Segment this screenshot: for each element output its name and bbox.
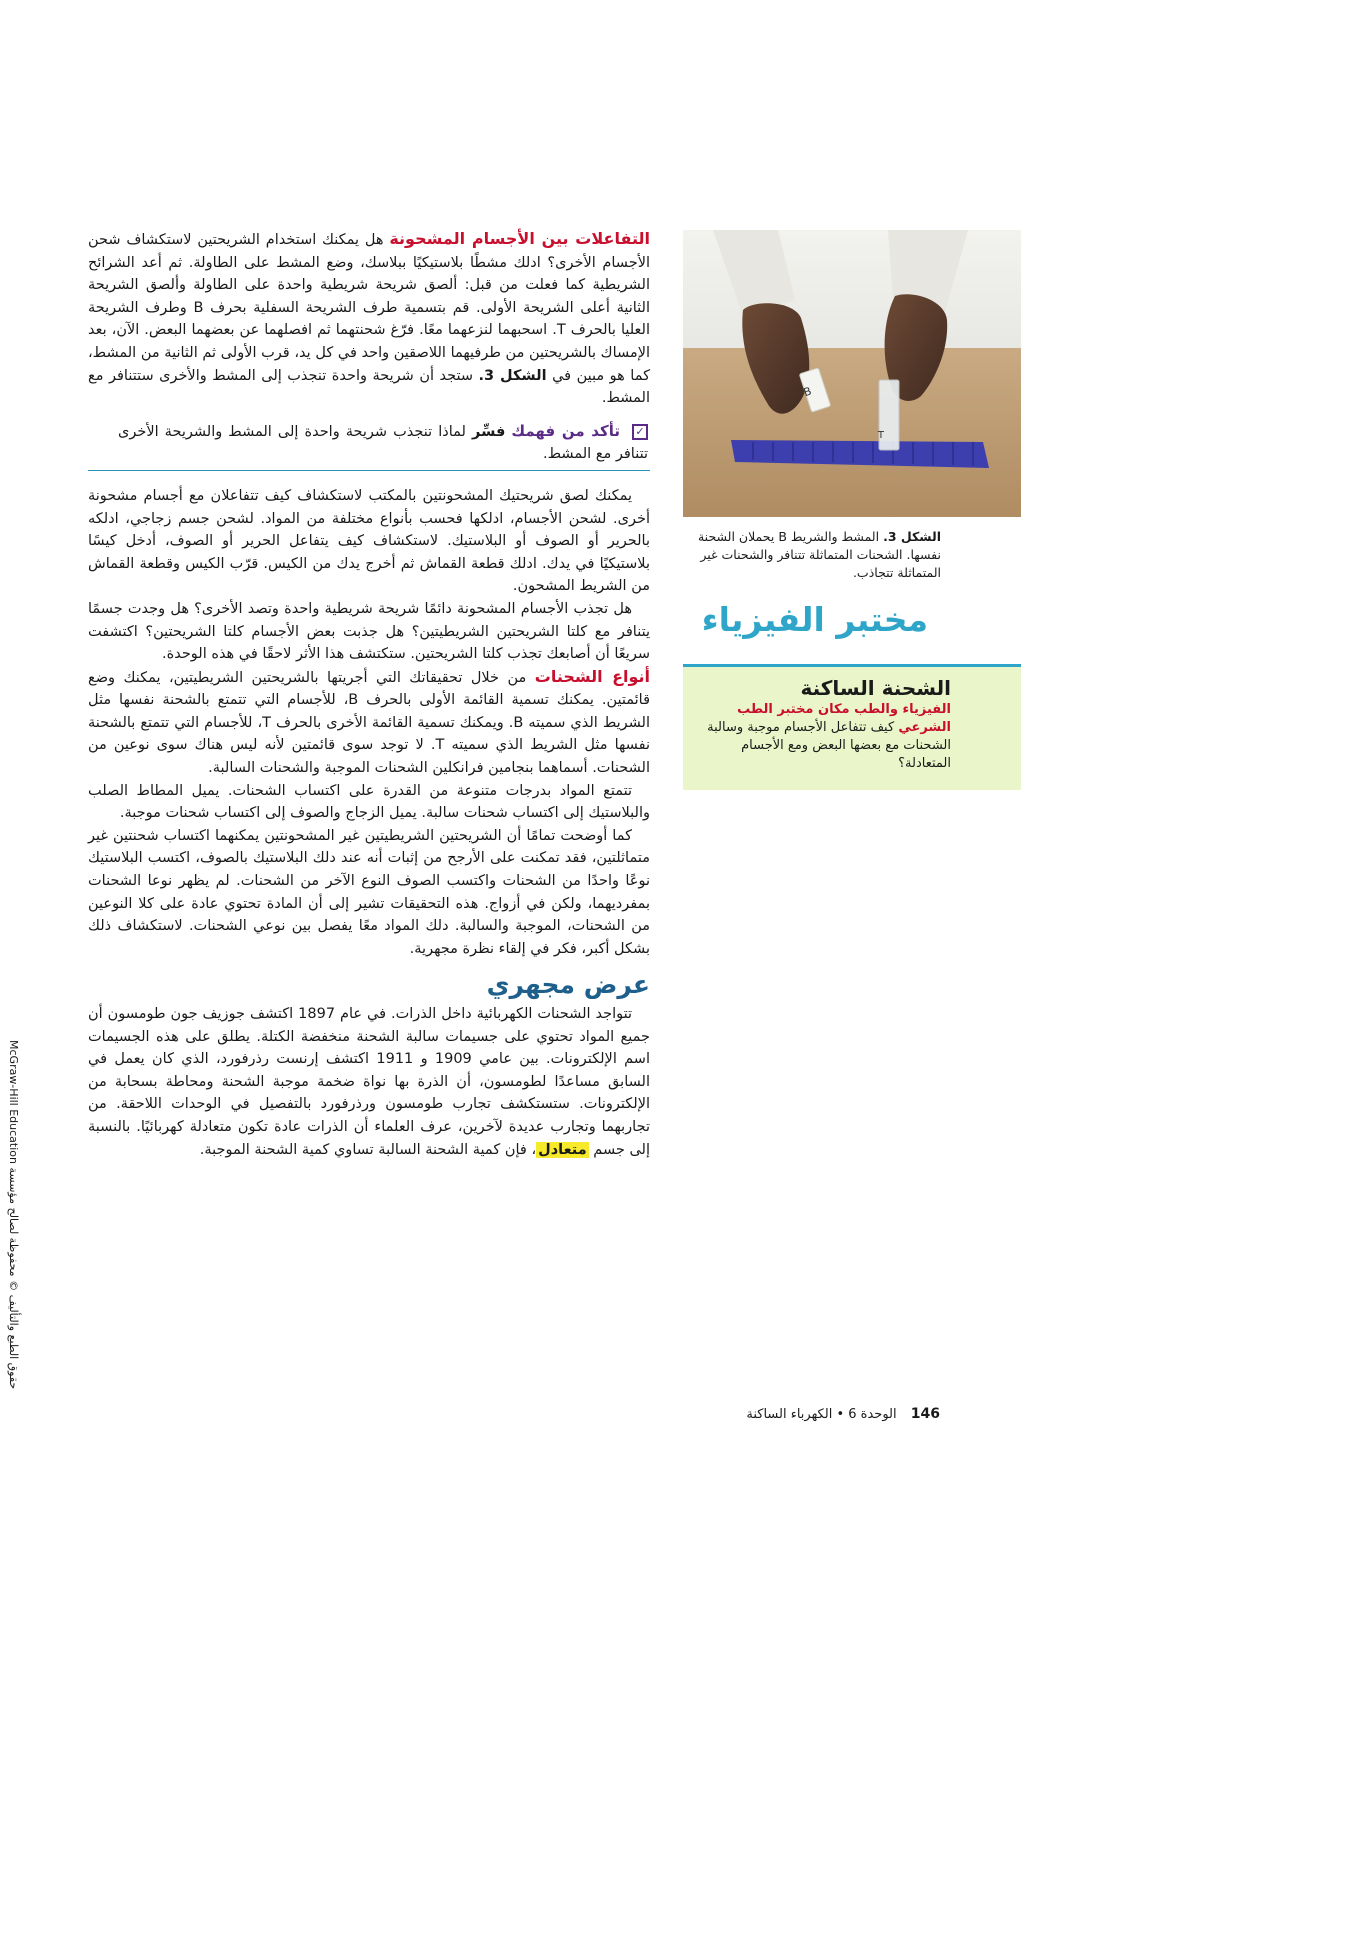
figure-reference[interactable]: الشكل 3. [478,367,547,384]
paragraph-3: هل تجذب الأجسام المشحونة دائمًا شريحة شريطية واحدة وتصد الأخرى؟ هل وجدت جسمًا يتنافر مع كلتا الشريحتين الشريطيتين؟ هل جذبت بعض الأجسام كلتا الشريحتين؟ اكتشفت سريعًا أن أصابعك تجذب كلتا الشريحتين. ستكتشف هذا الأثر لاحقًا في هذه الوحدة. [88,600,650,663]
main-text-column [88,228,650,1161]
lab-box-body [703,701,951,773]
paragraph-text: تتواجد الشحنات الكهربائية داخل الذرات. في عام 1897 اكتشف جوزيف جون طومسون أن جميع المواد تحتوي على جسيمات سالبة الشحنة منخفضة الكتلة. يطلق على هذه الجسيمات اسم الإلكترونات. بين عامي 1909 و 1911 اكتشف إرنست رذرفورد، الذي كان يعمل في السابق مساعدًا لطومسون، أن الذرة بها نواة ضخمة موجبة الشحنة ومحاطة بسحابة من الإلكترونات. ستستكشف تجارب طومسون ورذرفورد بالتفصيل في الوحدات اللاحقة. من تجاربهما وتجارب عديدة لآخرين، عرف العلماء أن الذرات عادة تكون متعادلة كهربائيًا. بالنسبة إلى جسم [88,1006,650,1158]
paragraph-text: ستجد أن شريحة واحدة تنجذب إلى المشط والأخرى ستتنافر مع المشط. [88,367,650,407]
copyright-vertical: حقوق الطبع والتأليف © محفوظة لصالح مؤسسة McGraw-Hill Education [7,1040,20,1390]
page-footer [640,1406,940,1422]
lab-box-title: الشحنة الساكنة [800,676,951,700]
heading-interactions: التفاعلات بين الأجسام المشحونة [389,229,650,248]
paragraph-7 [88,1003,650,1161]
strip-label-t: T [877,430,884,441]
heading-types: أنواع الشحنات [534,666,651,686]
check-understanding-box [88,420,650,471]
check-text: لماذا تنجذب شريحة واحدة إلى المشط والشريحة الأخرى تتنافر مع المشط. [118,423,648,463]
lab-box[interactable] [683,664,1021,790]
check-label: تأكد من فهمك [511,421,620,440]
photo-illustration [683,230,1021,517]
checkbox-icon: ✓ [632,424,648,440]
caption-label: الشكل 3. [883,529,941,544]
paragraph-text: من خلال تحقيقاتك التي أجريتها بالشريحتين الشريطيتين، يمكنك وضع قائمتين. يمكنك تسمية القائمة الأولى بالحرف B، للأجسام التي تتمتع بالشحنة نفسها مثل الشريط الذي سميته B. ويمكنك تسمية القائمة الأخرى بالحرف T، للأجسام التي تتمتع بالشحنة نفسها مثل الشريط الذي سميته T. لا توجد سوى قائمتين لأنه ليس هناك سوى نوعين من الشحنات. أسماهما بنجامين فرانكلين الشحنات الموجبة والشحنات السالبة. [88,669,650,777]
vocabulary-term[interactable]: متعادل [538,1141,587,1158]
check-explain-word: فسِّر [472,423,506,440]
footer-unit: الوحدة 6 • الكهرباء الساكنة [746,1407,897,1422]
paragraph-text: ، فإن كمية الشحنة السالبة تساوي كمية الشحنة الموجبة. [199,1141,537,1158]
section-title-microscopic: عرض مجهري [486,970,650,1000]
paragraph-types [88,666,650,780]
lab-link[interactable]: الفيزياء والطب مكان مختبر الطب الشرعي [737,702,951,735]
caption-text: المشط والشريط B يحملان الشحنة نفسها. الشحنات المتماثلة تتنافر والشحنات غير المتماثلة تتجاذب. [697,529,941,580]
physics-lab-title: مختبر الفيزياء [701,600,928,639]
paragraph-2: يمكنك لصق شريحتيك المشحونتين بالمكتب لاستكشاف كيف تتفاعلان مع أجسام مشحونة أخرى. لشحن الأجسام، ادلكها فحسب بأنواع مختلفة من المواد. لشحن جسم زجاجي، ادلكه بالحرير أو الصوف أو البلاستيك. لاستكشاف كيف يتفاعل الحرير أو الصوف، أدخل كيسًا بلاستيكيًا في يدك. ادلك قطعة القماش ثم أخرج يدك من الكيس. قرّب الكيس وقطعة القماش من الشريط المشحون. [88,487,650,595]
strip-label-b: B [801,384,814,400]
paragraph-6: كما أوضحت تمامًا أن الشريحتين الشريطيتين غير المشحونتين يمكنهما اكتساب شحنتين غير متماثلتين، فقد تمكنت على الأرجح من إثبات أنه عند دلك البلاستيك بالصوف، اكتسب البلاستيك نوعًا واحدًا من الشحنات واكتسب الصوف النوع الآخر من الشحنات. لم يظهر نوعا الشحنات بمفرديهما، ولكن في أزواج. هذه التحقيقات تشير إلى أن المادة تحتوي عادة على كلا النوعين من الشحنات، الموجبة والسالبة. دلك المواد معًا يفصل بين نوعي الشحنات. لاستكشاف ذلك بشكل أكبر، فكر في إلقاء نظرة مجهرية. [88,827,650,957]
paragraph-5: تتمتع المواد بدرجات متنوعة من القدرة على اكتساب الشحنات. يميل المطاط الصلب والبلاستيك إلى اكتساب شحنات سالبة. يميل الزجاج والصوف إلى اكتساب شحنات موجبة. [88,782,650,822]
paragraph-text: هل يمكنك استخدام الشريحتين لاستكشاف شحن الأجسام الأخرى؟ ادلك مشطًا بلاستيكيًا ببلاسك، وضع المشط على الطاولة. ثم أعد الشرائح الشريطية كما فعلت من قبل: ألصق شريحة شريطية واحدة على الطاولة وألصق الشريحة الثانية أعلى الشريحة الأولى. قم بتسمية طرف الشريحة السفلية بحرف B وطرف الشريحة العليا بالحرف T. اسحبهما لنزعهما معًا. فرّغ شحنتهما ثم افصلهما عن بعضهما البعض. الآن، بعد الإمساك بالشريحتين من طرفيهما اللاصقين واحد في كل يد، قرب الأولى ثم الثانية من المشط، كما هو مبين في [88,232,651,384]
lab-question: كيف تتفاعل الأجسام موجبة وسالبة الشحنات مع بعضها البعض ومع الأجسام المتعادلة؟ [707,720,951,771]
figure-3-photo [683,230,1021,517]
paragraph-interactions [88,228,650,410]
page-number: 146 [910,1406,940,1422]
figure-caption [683,528,941,582]
